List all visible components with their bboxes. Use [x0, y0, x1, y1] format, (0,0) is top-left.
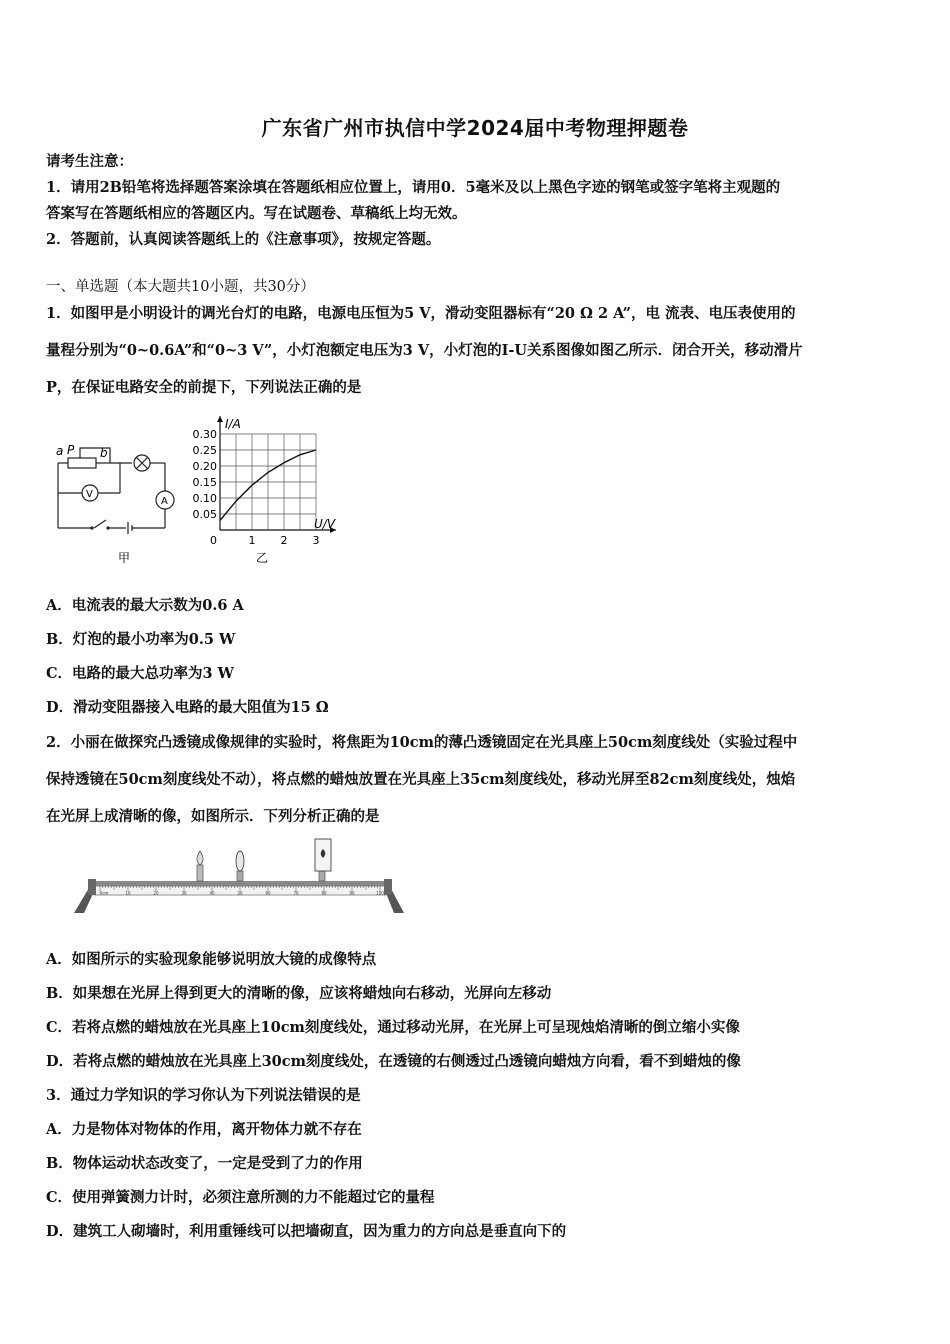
origin-label: 0: [210, 534, 217, 547]
x-tick-label: 2: [280, 534, 288, 547]
rheostat-resistor: [68, 458, 96, 468]
y-tick-label: 0.20: [192, 460, 217, 473]
y-axis-arrow: [217, 416, 223, 422]
bench-right-end: [384, 879, 392, 895]
q1-option-c: C．电路的最大总功率为3 W: [46, 665, 234, 682]
y-tick-label: 0.15: [192, 476, 217, 489]
light-screen: [315, 839, 331, 881]
bench-scale-label: 50: [237, 890, 243, 896]
bench-rail: [90, 881, 390, 886]
q3-option-d: D．建筑工人砌墙时，利用重锤线可以把墙砌直，因为重力的方向总是垂直向下的: [46, 1223, 567, 1240]
q2-stem-line-2: 保持透镜在50cm刻度线处不动），将点燃的蜡烛放置在光具座上35cm刻度线处，移动光屏至82cm刻度线处，烛焰: [46, 771, 796, 788]
q1-option-b: B．灯泡的最小功率为0.5 W: [46, 631, 236, 648]
figure-yi-caption: 乙: [256, 551, 269, 565]
q1-stem-line-3: P，在保证电路安全的前提下，下列说法正确的是: [46, 379, 362, 396]
x-axis-label: U/V: [314, 517, 336, 531]
q2-option-d: D．若将点燃的蜡烛放在光具座上30cm刻度线处，在透镜的右侧透过凸透镜向蜡烛方向看，看不到蜡烛的像: [46, 1053, 741, 1070]
circuit-diagram: [50, 440, 190, 570]
bench-scale-label: 0cm: [99, 890, 109, 896]
switch-symbol: [94, 520, 106, 528]
bench-scale-label: 100: [376, 890, 384, 896]
y-tick-label: 0.25: [192, 444, 217, 457]
bench-scale-label: 60: [265, 890, 271, 896]
notice-item-2: 2．答题前，认真阅读答题纸上的《注意事项》，按规定答题。: [46, 231, 441, 248]
bench-scale-label: 40: [209, 890, 215, 896]
y-axis-label: I/A: [225, 417, 241, 431]
label-a: a: [56, 444, 64, 458]
bench-left-end: [88, 879, 96, 895]
q3-option-c: C．使用弹簧测力计时，必须注意所测的力不能超过它的量程: [46, 1189, 435, 1206]
q3-option-b: B．物体运动状态改变了，一定是受到了力的作用: [46, 1155, 363, 1172]
q1-option-a: A．电流表的最大示数为0.6 A: [46, 597, 244, 614]
label-b: b: [100, 446, 108, 460]
q2-option-a: A．如图所示的实验现象能够说明放大镜的成像特点: [46, 951, 377, 968]
convex-lens: [236, 851, 244, 881]
y-tick-label: 0.30: [192, 428, 217, 441]
q1-stem-line-2: 量程分别为“0~0.6A”和“0~3 V”，小灯泡额定电压为3 V，小灯泡的I-U关系图像如图乙所示．闭合开关，移动滑片: [46, 342, 803, 359]
notice-heading: 请考生注意：: [46, 153, 133, 170]
notice-item-1-line-2: 答案写在答题纸相应的答题区内。写在试题卷、草稿纸上均无效。: [46, 205, 467, 222]
figure-jia-caption: 甲: [118, 551, 131, 565]
voltmeter-label: V: [86, 489, 93, 500]
q1-option-d: D．滑动变阻器接入电路的最大阻值为15 Ω: [46, 699, 329, 716]
y-tick-label: 0.10: [192, 492, 217, 505]
x-tick-label: 3: [312, 534, 320, 547]
iu-chart: [180, 412, 350, 572]
notice-item-1-line-1: 1．请用2B铅笔将选择题答案涂填在答题纸相应位置上，请用0．5毫米及以上黑色字迹的钢笔或签字笔将主观题的: [46, 179, 781, 196]
page-title: 广东省广州市执信中学2024届中考物理押题卷: [261, 116, 689, 140]
bench-scale-label: 90: [349, 890, 355, 896]
ammeter-label: A: [161, 496, 168, 507]
section-heading: 一、单选题（本大题共10小题，共30分）: [46, 279, 315, 295]
q2-stem-line-1: 2．小丽在做探究凸透镜成像规律的实验时，将焦距为10cm的薄凸透镜固定在光具座上50cm刻度线处（实验过程中: [46, 734, 798, 751]
q2-option-c: C．若将点燃的蜡烛放在光具座上10cm刻度线处，通过移动光屏，在光屏上可呈现烛焰清晰的倒立缩小实像: [46, 1019, 740, 1036]
label-p: P: [67, 443, 75, 457]
candle: [197, 851, 203, 881]
bench-scale-label: 20: [153, 890, 159, 896]
bench-scale-label: 30: [181, 890, 187, 896]
bench-scale-label: 80: [321, 890, 327, 896]
q3-option-a: A．力是物体对物体的作用，离开物体力就不存在: [46, 1121, 362, 1138]
q2-stem-line-3: 在光屏上成清晰的像，如图所示．下列分析正确的是: [46, 808, 380, 825]
y-tick-label: 0.05: [192, 508, 217, 521]
x-tick-label: 1: [248, 534, 256, 547]
q3-stem: 3．通过力学知识的学习你认为下列说法错误的是: [46, 1087, 361, 1104]
q1-stem-line-1: 1．如图甲是小明设计的调光台灯的电路，电源电压恒为5 V，滑动变阻器标有“20 Ω 2 A”，电 流表、电压表使用的: [46, 305, 796, 322]
bench-scale-label: 70: [293, 890, 299, 896]
bench-scale-label: 10: [125, 890, 131, 896]
optical-bench-figure: [70, 835, 410, 920]
q2-option-b: B．如果想在光屏上得到更大的清晰的像，应该将蜡烛向右移动，光屏向左移动: [46, 985, 552, 1002]
